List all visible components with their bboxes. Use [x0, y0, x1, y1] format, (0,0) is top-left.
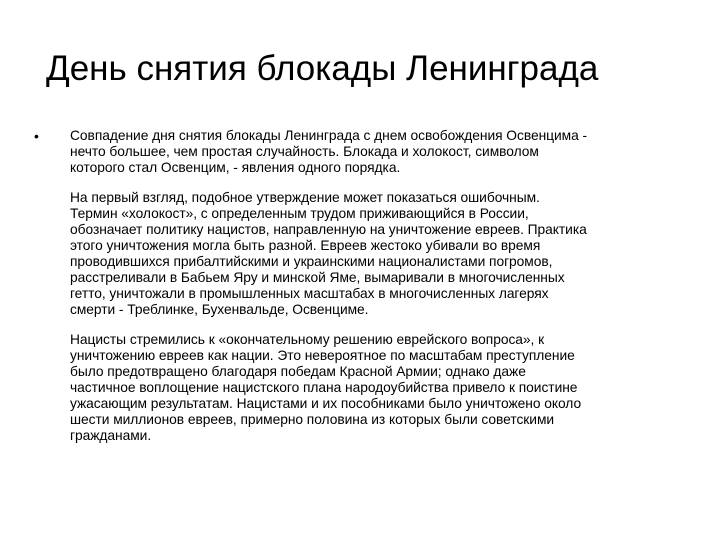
bullet-body — [70, 128, 694, 458]
paragraph-line: Термин «холокост», с определенным трудом приживающийся в России, — [70, 206, 529, 221]
paragraph-line: гетто, уничтожали в промышленных масштабах в многочисленных лагерях — [70, 286, 549, 301]
paragraph-line: смерти - Треблинке, Бухенвальде, Освенциме. — [70, 302, 369, 317]
bullet-item — [34, 128, 694, 458]
paragraph-line: частичное воплощение нацистского плана народоубийства привело к поистине — [70, 380, 578, 395]
paragraph-line: которого стал Освенцим, - явления одного порядка. — [70, 160, 401, 175]
paragraph-line: Нацисты стремились к «окончательному решению еврейского вопроса», к — [70, 332, 545, 347]
slide-title: День снятия блокады Ленинграда — [46, 49, 599, 88]
slide-content — [34, 128, 694, 458]
paragraph-line: этого уничтожения могла быть разной. Евреев жестоко убивали во время — [70, 238, 541, 253]
paragraph-line: обозначает политику нацистов, направленную на уничтожение евреев. Практика — [70, 222, 587, 237]
bullet-marker: • — [34, 128, 39, 144]
paragraph-line: проводившихся прибалтийскими и украинскими националистами погромов, — [70, 254, 553, 269]
paragraph-line: уничтожению евреев как нации. Это невероятное по масштабам преступление — [70, 348, 575, 363]
paragraph-line: было предотвращено благодаря победам Красной Армии; однако даже — [70, 364, 526, 379]
paragraph-1 — [70, 128, 686, 176]
paragraph-2 — [70, 190, 686, 318]
paragraph-line: гражданами. — [70, 428, 152, 443]
paragraph-line: нечто большее, чем простая случайность. Блокада и холокост, символом — [70, 144, 539, 159]
paragraph-3 — [70, 332, 686, 444]
paragraph-line: Совпадение дня снятия блокады Ленинграда с днем освобождения Освенцима - — [70, 128, 588, 143]
paragraph-line: ужасающим результатам. Нацистами и их пособниками было уничтожено около — [70, 396, 582, 411]
paragraph-line: расстреливали в Бабьем Яру и минской Яме, вымаривали в многочисленных — [70, 270, 565, 285]
paragraph-line: шести миллионов евреев, примерно половина из которых были советскими — [70, 412, 555, 427]
paragraph-line: На первый взгляд, подобное утверждение может показаться ошибочным. — [70, 190, 540, 205]
